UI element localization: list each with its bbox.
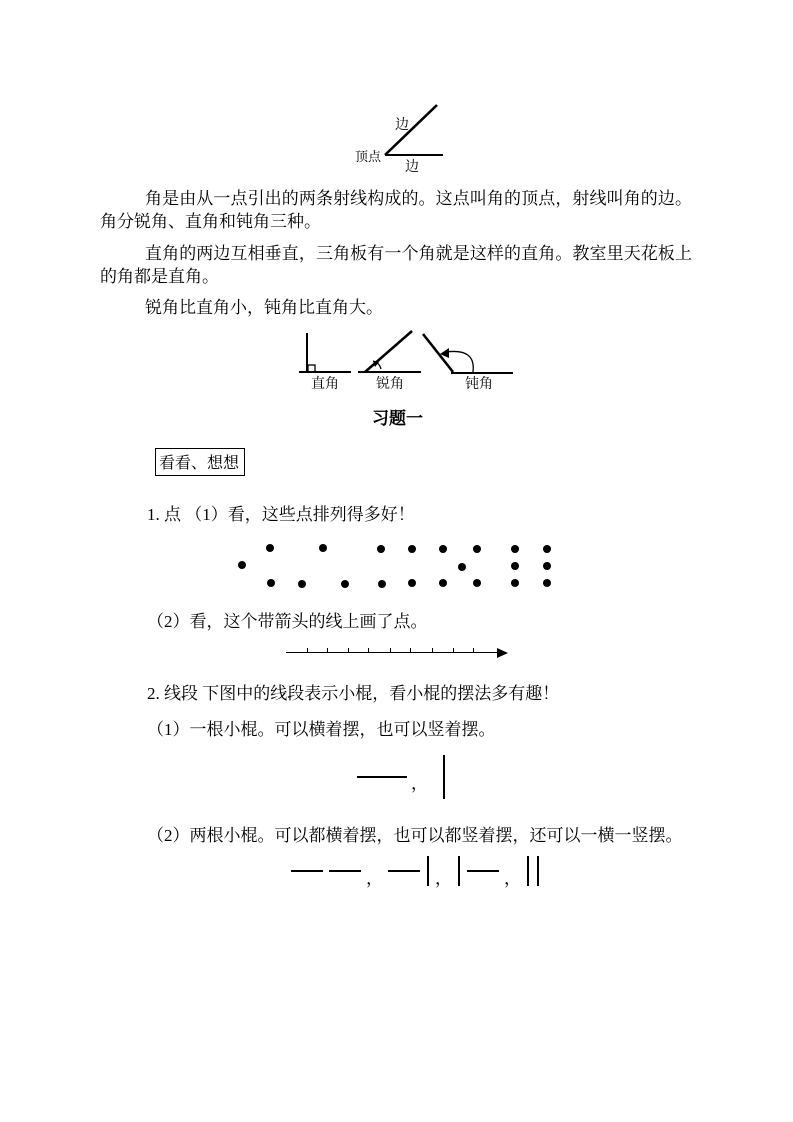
comma: ，	[366, 868, 383, 888]
dot	[473, 545, 481, 553]
look-think-box: 看看、想想	[155, 448, 245, 476]
horizontal-stick	[388, 870, 420, 872]
angle-upper-edge-line	[385, 105, 437, 155]
vertical-stick	[458, 856, 460, 886]
dot	[543, 545, 551, 553]
vertical-stick	[527, 856, 529, 886]
question-2b-two-sticks: （2）两根小棍。可以都横着摆，也可以都竖着摆，还可以一横一竖摆。	[147, 826, 683, 845]
horizontal-stick	[329, 870, 361, 872]
horizontal-stick	[357, 776, 407, 778]
right-angle-square-mark	[308, 365, 315, 372]
vertical-stick	[427, 856, 429, 886]
number-line	[286, 644, 516, 660]
dot	[511, 545, 519, 553]
acute-angle-label: 锐角	[376, 377, 404, 392]
number-line-base	[286, 652, 500, 653]
question-2-segments: 2. 线段 下图中的线段表示小棍，看小棍的摆法多有趣！	[147, 684, 560, 703]
obtuse-angle-label: 钝角	[465, 377, 493, 392]
arrowhead-icon	[497, 648, 508, 658]
dot	[408, 545, 416, 553]
dot	[439, 579, 447, 587]
number-line-tick	[390, 648, 391, 653]
number-line-tick	[348, 648, 349, 653]
acute-angle-diagonal-line	[365, 331, 412, 372]
question-1-points: 1. 点 （1）看，这些点排列得多好！	[147, 505, 415, 524]
upper-edge-label: 边	[395, 118, 409, 133]
dot	[458, 563, 466, 571]
number-line-tick	[473, 648, 474, 653]
number-line-tick	[453, 648, 454, 653]
comma: ，	[504, 868, 521, 888]
comma: ，	[435, 868, 452, 888]
paragraph-right-angle: 直角的两边互相垂直，三角板有一个角就是这样的直角。教室里天花板上的角都是直角。	[100, 244, 692, 286]
question-1b-arrow-line: （2）看，这个带箭头的线上画了点。	[147, 612, 428, 631]
dot	[267, 579, 275, 587]
angle-diagram	[330, 100, 470, 178]
vertical-stick	[443, 755, 445, 799]
paragraph-compare-angles: 锐角比直角小，钝角比直角大。	[145, 298, 383, 317]
dot	[543, 579, 551, 587]
number-line-tick	[410, 648, 411, 653]
vertical-stick	[537, 856, 539, 886]
dot	[473, 579, 481, 587]
lower-edge-label: 边	[405, 160, 419, 175]
dot	[341, 580, 349, 588]
dot	[319, 544, 327, 552]
number-line-tick	[368, 648, 369, 653]
dot	[408, 579, 416, 587]
horizontal-stick	[467, 870, 499, 872]
two-sticks-figure	[288, 852, 543, 890]
dot	[511, 579, 519, 587]
vertex-label: 顶点	[355, 149, 382, 164]
dot	[378, 580, 386, 588]
dot	[511, 562, 519, 570]
dot	[266, 544, 274, 552]
dot	[543, 562, 551, 570]
dot	[377, 545, 385, 553]
angle-types-diagram	[295, 328, 520, 378]
dot	[439, 545, 447, 553]
question-2a-one-stick: （1）一根小棍。可以横着摆，也可以竖着摆。	[147, 720, 496, 739]
one-stick-figure	[357, 753, 445, 800]
dot	[298, 580, 306, 588]
horizontal-stick	[291, 870, 323, 872]
exercise-title: 习题一	[372, 409, 423, 428]
number-line-tick	[432, 648, 433, 653]
number-line-tick	[327, 648, 328, 653]
comma: ，	[411, 774, 428, 793]
paragraph-angle-definition: 角是由从一点引出的两条射线构成的。这点叫角的顶点，射线叫角的边。角分锐角、直角和钝角三种。	[100, 189, 692, 231]
number-line-tick	[307, 648, 308, 653]
right-angle-label: 直角	[311, 377, 339, 392]
dot	[238, 561, 246, 569]
